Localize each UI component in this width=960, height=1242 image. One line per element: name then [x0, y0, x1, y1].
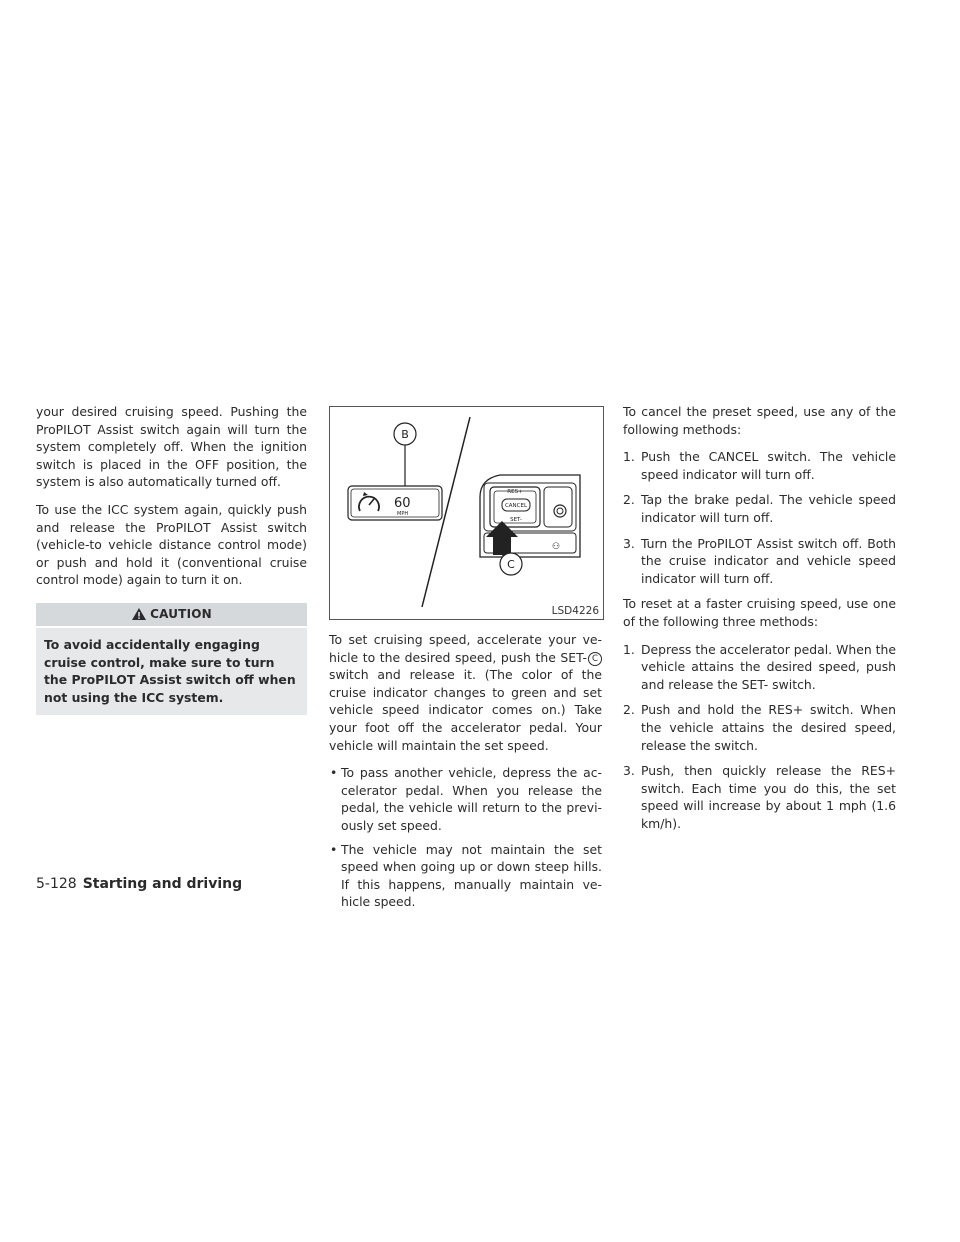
- caution-text: To avoid accidentally engaging cruise control, make sure to turn the ProPILOT Assist switch off when not using the ICC system.: [36, 628, 307, 715]
- list-item: 2. Push and hold the RES+ switch. When the vehicle attains the desired speed, release the switch.: [623, 702, 896, 753]
- list-item: • To pass another vehicle, depress the ac-celerator pedal. When you release the pedal, the vehicle will return to the previ-ously set speed.: [329, 764, 602, 834]
- label-c: C: [507, 558, 515, 571]
- column-2: [329, 403, 602, 917]
- list-item: 1. Depress the accelerator pedal. When the vehicle attains the desired speed, push and release the SET- switch.: [623, 641, 896, 692]
- list-item: 3. Push, then quickly release the RES+ switch. Each time you do this, the set speed will increase by about 1 mph (1.6 km/h).: [623, 763, 896, 831]
- list-item: 1. Push the CANCEL switch. The vehicle speed indicator will turn off.: [623, 449, 896, 482]
- set-speed-text-a: To set cruising speed, accelerate your ve-hicle to the desired speed, push the SET-: [329, 632, 602, 665]
- svg-text:⚇: ⚇: [552, 542, 561, 552]
- list-item: • The vehicle may not maintain the set speed when going up or down steep hills. If this happens, manually maintain ve-hicle speed.: [329, 841, 602, 911]
- list-item: 3. Turn the ProPILOT Assist switch off. Both the cruise indicator and vehicle speed indicator will turn off.: [623, 535, 896, 586]
- warning-icon: [131, 607, 147, 621]
- reset-steps: [623, 641, 896, 833]
- reset-intro: To reset at a faster cruising speed, use one of the following three methods:: [623, 596, 896, 629]
- section-title: Starting and driving: [82, 876, 243, 892]
- caution-title: CAUTION: [150, 606, 212, 621]
- label-b: B: [401, 428, 409, 441]
- column-1: [36, 403, 307, 715]
- set-speed-text-b: switch and release it. (The color of the cruise indicator changes to green and set vehicle speed indicator comes on.) Take your foot off the accelerator pedal. Your vehicle will maintain the set speed.: [329, 667, 602, 753]
- set-speed-paragraph: [329, 631, 602, 754]
- set-speed-bullets: [329, 764, 602, 911]
- res-plus-button: RES+: [507, 489, 523, 495]
- set-minus-button: SET-: [510, 517, 522, 523]
- paragraph-reuse-icc: To use the ICC system again, quickly push and release the ProPILOT Assist switch (vehicle-to vehicle distance control mode) or push and hold it (conventional cruise control mode) again to turn it on.: [36, 501, 307, 588]
- speed-unit: MPH: [397, 511, 409, 517]
- list-item: 2. Tap the brake pedal. The vehicle speed indicator will turn off.: [623, 492, 896, 525]
- circled-c-marker: C: [588, 652, 602, 666]
- set-speed-value: 60: [394, 496, 411, 511]
- cancel-steps: [623, 448, 896, 587]
- page-footer: [36, 876, 242, 892]
- cancel-intro: To cancel the preset speed, use any of the following methods:: [623, 404, 896, 437]
- paragraph-continued: your desired cruising speed. Pushing the ProPILOT Assist switch again will turn the system completely off. When the ignition switch is placed in the OFF position, the system is also automatically turned off.: [36, 404, 307, 490]
- column-3: [623, 403, 896, 840]
- figure-code: LSD4226: [551, 605, 599, 617]
- caution-header: [36, 603, 307, 626]
- page-number: 5-128: [36, 876, 77, 892]
- cancel-button: CANCEL: [504, 503, 528, 509]
